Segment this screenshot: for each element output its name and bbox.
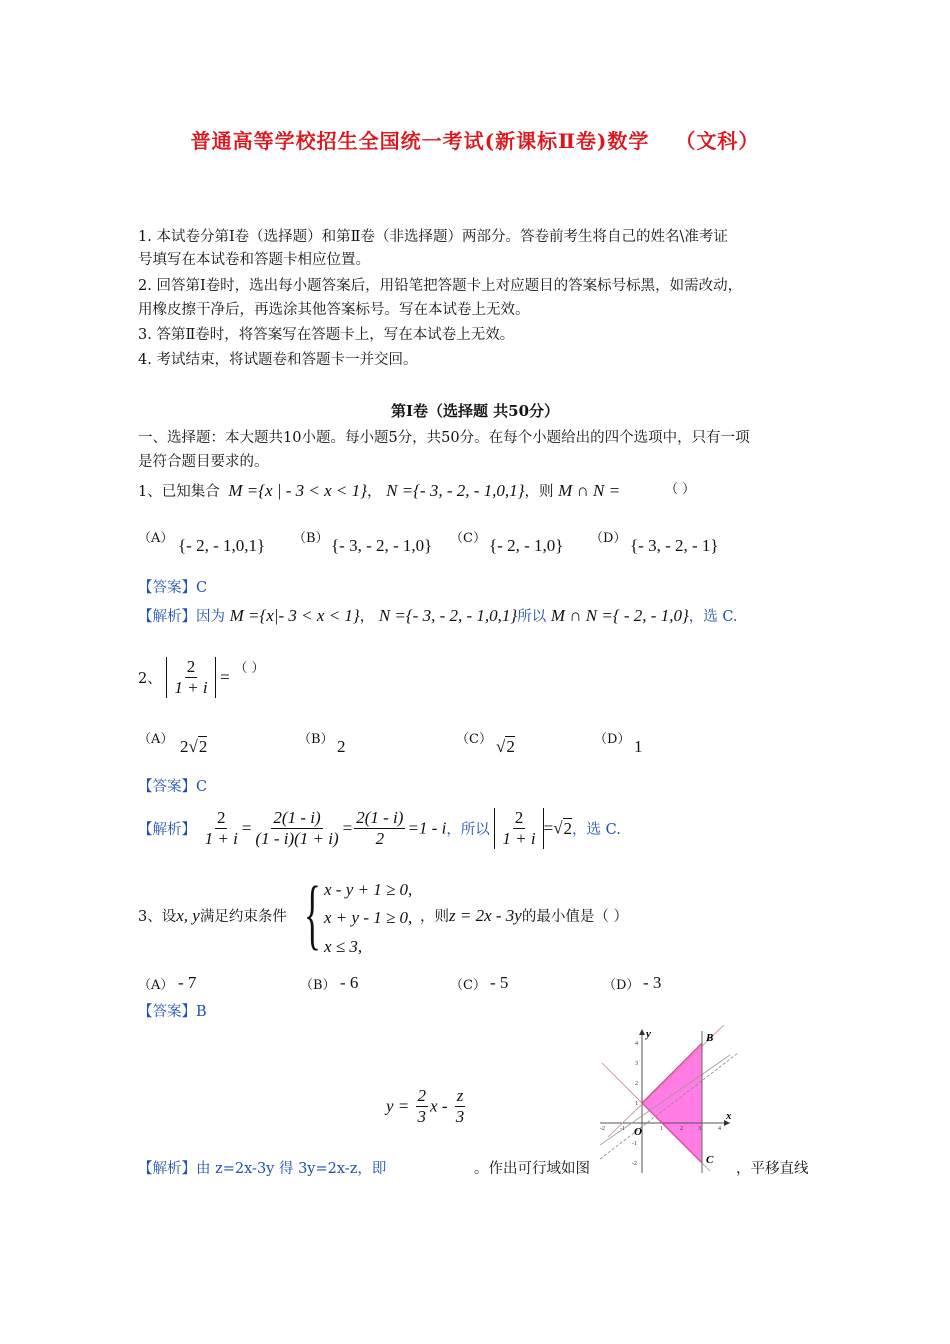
analysis-label: 【解析】: [138, 1161, 196, 1177]
q3-eq-n1: 2: [417, 1086, 427, 1105]
q1-sol-n: N ={- 3, - 2, - 1,0,1}: [378, 606, 518, 625]
q3-brace: {: [304, 870, 321, 957]
answer-value: C: [196, 580, 208, 596]
q2-s-num2: 2(1 - i): [273, 808, 321, 827]
q2-prefix: 2、: [138, 671, 162, 687]
q3-tail-line: [420, 905, 628, 926]
y-tick: -2: [632, 1161, 637, 1167]
q2-opt-a-coef: 2: [180, 737, 189, 756]
q2-opt-a-label: （A）: [138, 732, 174, 747]
y-tick: 1: [635, 1101, 638, 1107]
q1-opt-d-label: （D）: [590, 531, 627, 546]
q2-s-rad: 2: [563, 818, 573, 838]
answer-value: C: [196, 779, 208, 795]
q1-sep: ，: [366, 484, 382, 500]
q2-eq: =: [220, 667, 230, 687]
q2-s-abs-num: 2: [514, 808, 524, 827]
q3-opt-d-label: （D）: [603, 978, 640, 993]
q3-constraint-1: x - y + 1 ≥ 0,: [324, 880, 413, 899]
q3-eq-d2: 3: [455, 1107, 465, 1126]
section-heading: 第Ⅰ卷（选择题 共50分）: [390, 402, 560, 420]
q2-num: 2: [186, 657, 196, 676]
q3-prefix-line: [138, 905, 287, 926]
q1-sol-so: 所以: [517, 609, 547, 625]
q2-opt-c-rad: 2: [506, 737, 515, 756]
q3-then: ，则: [420, 909, 449, 925]
q3-constraint-3: x ≤ 3,: [324, 937, 363, 956]
y-tick: 3: [635, 1061, 638, 1067]
q1-prefix: 1、已知集合: [138, 484, 220, 500]
q2-s-result: =1 - i: [407, 818, 447, 838]
section-intro-2: 是符合题目要求的。: [138, 454, 269, 470]
q3-prefix: 3、设: [138, 909, 177, 925]
q2-solution: 【解析】 $\frac{2}{1 + i}$ = $\frac{2(1 - i)}{(1 - i)(1 + i)}$ = $\frac{2(1 - i)}{2}$ =1 - i，所以 $\frac{2}{1 + i}$ =√2，选 C.: [138, 808, 621, 848]
q1-opt-b-label: （B）: [293, 531, 329, 546]
section-intro-1: 一、选择题：本大题共10小题。每小题5分，共50分。在每个小题给出的四个选项中，只有一项: [138, 430, 750, 446]
q2-opt-c-label: （C）: [456, 732, 492, 747]
q2-s-den1: 1 + i: [204, 829, 238, 848]
q1-solution: [138, 605, 738, 626]
q3-sol-text-3: ，平移直线: [736, 1161, 809, 1177]
axis-x-label: x: [726, 1110, 732, 1122]
q3-eq-x: x -: [430, 1096, 448, 1116]
q1-answer: [138, 576, 207, 597]
note-line-1: 1. 本试卷分第Ⅰ卷（选择题）和第Ⅱ卷（非选择题）两部分。答卷前考生将自己的姓名\准考证: [138, 229, 728, 245]
q1-expr: M ∩ N =: [558, 481, 621, 500]
feasible-region: [642, 1043, 702, 1163]
q2-s-num3: 2(1 - i): [356, 808, 404, 827]
analysis-label: 【解析】: [138, 609, 196, 625]
point-c-label: C: [706, 1154, 714, 1166]
page-title: [0, 125, 950, 154]
q3-eq-d1: 3: [417, 1107, 427, 1126]
answer-label: 【答案】: [138, 580, 196, 596]
q3-solution: [138, 1157, 386, 1178]
q2-s-den2: (1 - i)(1 + i): [255, 829, 339, 848]
q2-s-num1: 2: [216, 808, 226, 827]
q2-opt-b-label: （B）: [298, 732, 334, 747]
x-tick: -1: [620, 1126, 625, 1132]
q2-opt-a-rad: 2: [198, 737, 208, 756]
q3-opt-b-label: （B）: [300, 978, 336, 993]
q2-den: 1 + i: [174, 678, 208, 697]
q3-objective: z = 2x - 3y: [449, 906, 522, 925]
answer-label: 【答案】: [138, 1004, 196, 1020]
q3-mid: 满足约束条件: [199, 909, 287, 925]
q1-sol-sep: ，: [359, 609, 375, 625]
axis-y-label: y: [646, 1028, 651, 1040]
q1-opt-c-label: （C）: [450, 531, 486, 546]
q2-stem: [138, 657, 265, 698]
q2-opt-c: √2: [496, 737, 515, 756]
q2-s-end: ，选 C.: [572, 822, 621, 838]
q1-sol-m: M ={x|- 3 < x < 1}: [229, 606, 360, 625]
q1-sol-because: 因为: [196, 609, 225, 625]
q1-sol-result: M ∩ N ={ - 2, - 1,0}: [550, 606, 689, 625]
q3-opt-a-label: （A）: [138, 978, 174, 993]
x-tick: 3: [698, 1126, 701, 1132]
q3-opt-c-label: （C）: [450, 978, 486, 993]
q3-opt-a: - 7: [178, 973, 197, 992]
q1-stem: [138, 480, 620, 501]
objective-line-dashed: [600, 1053, 738, 1159]
y-tick: 4: [635, 1041, 638, 1047]
note-line-6: 4. 考试结束，将试题卷和答题卡一并交回。: [138, 352, 418, 368]
q3-vars: x, y: [176, 906, 200, 925]
q3-tail: 的最小值是（ ）: [521, 909, 628, 925]
point-b-label: B: [706, 1032, 714, 1044]
q1-set-m: M ={x | - 3 < x < 1}: [228, 481, 367, 500]
q2-s-so: ，所以: [446, 822, 490, 838]
q1-opt-c: {- 2, - 1,0}: [489, 536, 564, 555]
q3-sol-text: 由 z=2x-3y 得 3y=2x-z，即: [196, 1161, 387, 1177]
note-line-4: 用橡皮擦干净后，再选涂其他答案标号。写在本试卷上无效。: [138, 302, 530, 318]
q3-constraint-2: x + y - 1 ≥ 0,: [324, 908, 413, 927]
q2-s-den3: 2: [375, 829, 385, 848]
q3-answer: [138, 1000, 207, 1021]
answer-label: 【答案】: [138, 779, 196, 795]
q1-paren: （ ）: [665, 482, 696, 497]
q1-sol-end: ，选 C.: [688, 609, 738, 625]
q1-set-n: N ={- 3, - 2, - 1,0,1}: [386, 481, 525, 500]
q2-opt-d: 1: [634, 737, 643, 756]
origin-label: O: [634, 1126, 642, 1138]
answer-value: B: [196, 1004, 207, 1020]
note-line-5: 3. 答第Ⅱ卷时，将答案写在答题卡上，写在本试卷上无效。: [138, 327, 515, 343]
q2-opt-a: 2√2: [180, 737, 208, 756]
q2-s-abs-den: 1 + i: [502, 829, 536, 848]
q3-sol-text-2: 。作出可行域如图: [474, 1161, 590, 1177]
q1-opt-a: {- 2, - 1,0,1}: [178, 536, 266, 555]
analysis-label: 【解析】: [138, 822, 196, 838]
x-tick: 4: [718, 1126, 721, 1132]
q1-opt-a-label: （A）: [138, 531, 174, 546]
note-line-2: 号填写在本试卷和答题卡相应位置。: [138, 252, 370, 268]
q3-opt-c: - 5: [490, 973, 509, 992]
q3-opt-b: - 6: [340, 973, 359, 992]
x-tick: 1: [660, 1126, 663, 1132]
q1-opt-d: {- 3, - 2, - 1}: [630, 536, 719, 555]
q2-answer: [138, 775, 207, 796]
q3-line-equation: [386, 1086, 468, 1127]
q2-abs: [166, 657, 215, 698]
title-sub: （文科）: [675, 129, 760, 153]
q2-paren: （ ）: [234, 661, 265, 676]
q3-eq-y: y =: [386, 1096, 410, 1116]
q1-then: ，则: [524, 484, 554, 500]
q3-opt-d: - 3: [643, 973, 662, 992]
q1-opt-b: {- 3, - 2, - 1,0}: [331, 536, 433, 555]
x-tick: 2: [680, 1126, 683, 1132]
feasible-region-graph: [598, 1025, 738, 1175]
y-tick: -1: [632, 1141, 637, 1147]
q3-eq-n2: z: [456, 1086, 464, 1105]
note-line-3: 2. 回答第Ⅰ卷时，选出每小题答案后，用铅笔把答题卡上对应题目的答案标号标黑，如需改动，: [138, 278, 743, 294]
x-tick: -2: [600, 1126, 605, 1132]
q2-opt-b: 2: [337, 737, 346, 756]
title-main: 普通高等学校招生全国统一考试(新课标Ⅱ卷)数学: [190, 129, 650, 153]
y-tick: 2: [635, 1081, 638, 1087]
q2-opt-d-label: （D）: [594, 732, 631, 747]
